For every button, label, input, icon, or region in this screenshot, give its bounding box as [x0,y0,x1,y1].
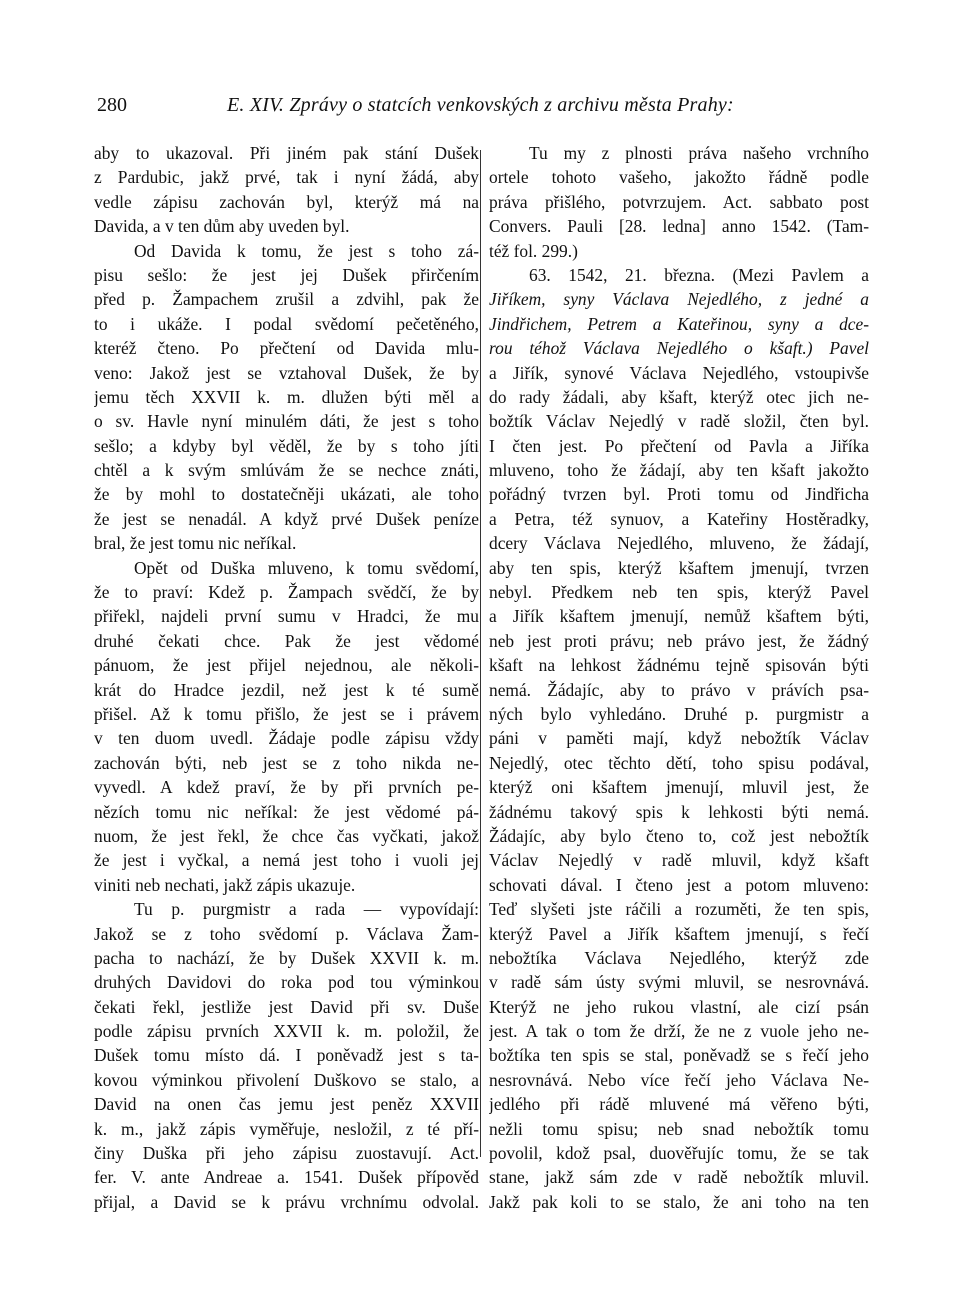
text-line: kterýž oni kšaftem jmenují, mluvil jest, že [489,777,869,798]
text-line: povolil, kdož psal, duověřujíc tomu, že se tak [489,1143,869,1164]
text-line: pořádný tvrzen byl. Proti tomu od Jindřicha [489,484,869,505]
text-line: zachován býti, neb jest se z toho nikda ne- [94,752,479,773]
text-line: bral, že jest tomu nic neříkal. [94,533,297,554]
text-line: veno: Jakož jest se vztahoval Dušek, že by [94,362,479,383]
running-title: E. XIV. Zprávy o statcích venkovských z archivu města Prahy: [227,94,734,116]
text-line: Jakož se z toho svědomí p. Václava Žam- [94,923,479,944]
page-number: 280 [97,94,127,116]
text-line: 63. 1542, 21. března. (Mezi Pavlem a [529,264,869,285]
text-line: vedle zápisu zachován byl, kterýž má na [94,191,479,212]
page-header [97,94,867,124]
text-line: Nejedlý, otec těchto dětí, toho spisu podával, [489,752,869,773]
text-line: Teď slyšeti jste ráčili a rozuměti, že ten spis, [489,899,869,920]
text-line: Opět od Duška mluveno, k tomu svědomí, [134,557,479,578]
text-line: Convers. Pauli [28. ledna] anno 1542. (Tam- [489,216,869,237]
text-line: v radě sám ústy svými mluvil, se nesrovnává. [489,972,869,993]
text-line: druhých Davidovi do roka pod tou výminkou [94,972,479,993]
text-line: kteréž čteno. Po přečtení od Davida mlu- [94,338,479,359]
text-line: vyvedl. A kdež praví, že by při prvních pe- [94,777,479,798]
text-line: Davida, a v ten dům aby uveden byl. [94,216,350,237]
text-line: stane, jakž sám zde v radě nebožtík mluvil. [489,1167,869,1188]
text-line: pánuom, že jest přijel nejednou, ale několi- [94,655,479,676]
text-line: že to praví: Kdež p. Žampach svědčí, že by [94,582,479,603]
text-line: že jest i vyčkal, a nemá jest toho i vuoli jej [94,850,479,871]
text-line: Žádajíc, aby bylo čteno to, což jest nebožtík [489,825,869,846]
text-line: druhé čekati chce. Pak že jest vědomé [94,630,479,651]
text-line: kovou výminkou přivolení Duškovo se stalo, a [94,1069,479,1090]
text-line: nězích tomu nic neříkal: že jest vědomé pá- [94,801,479,822]
text-line: přiřekl, najdeli první sumu v Hradci, že mu [94,606,479,627]
text-line: ortele tohoto vašeho, jakožto řádně podle [489,167,869,188]
text-line: rou téhož Václava Nejedlého o kšaft.) Pavel [489,338,869,359]
text-line: a Petra, též synuov, a Kateřiny Hostěradky, [489,508,869,529]
text-line: nemá. Žádajíc, aby to právo v právích psa- [489,679,869,700]
text-line: kšaft na lehkost žádnému tejně spisován býti [489,655,869,676]
text-line: z Pardubic, jakž prvé, tak i nyní žádá, aby [94,167,479,188]
text-line: Jakž pak koli to se stalo, že ani toho na ten [489,1191,869,1212]
text-line: ných bylo vyhledáno. Druhé p. purgmistr a [489,703,869,724]
text-line: kterýž Pavel a Jiřík kšaftem jmenují, s řečí [489,923,869,944]
text-line: to i ukáže. I podal svědomí pečetěného, [94,313,479,334]
text-line: nežli tomu spisu; neb snad nebožtík tomu [489,1118,869,1139]
text-line: fer. V. ante Andreae a. 1541. Dušek přípověd [94,1167,479,1188]
text-line: dcery Václava Nejedlého, mluveno, že žádají, [489,533,869,554]
text-line: že jest se nenadál. A když prvé Dušek peníze [94,508,479,529]
text-line: a Jiřík, synové Václava Nejedlého, vstoupivše [489,362,869,383]
text-line: a Jiřík kšaftem jmenují, nemůž kšaftem býti, [489,606,869,627]
right-column [489,141,869,1214]
text-line: nesrovnává. Nebo více řečí jeho Václava Ne- [489,1069,869,1090]
text-line: podle zápisu prvních XXVII k. m. položil, že [94,1021,479,1042]
text-line: mluveno, toho že žádají, aby ten kšaft jakožto [489,460,869,481]
text-line: Tu p. purgmistr a rada — vypovídají: [134,899,479,920]
text-line: do rady žádali, aby kšaft, kterýž otec jich ne- [489,386,869,407]
text-line: Václav Nejedlý v radě mluvil, když kšaft [489,850,869,871]
text-line: božtík Václav Nejedlý v radě složil, čten byl. [489,411,869,432]
text-line: též fol. 299.) [489,240,578,261]
text-line: čekati řekl, jestliže jest David při sv. Duše [94,996,479,1017]
text-line: I čten jest. Po přečtení od Pavla a Jiříka [489,435,869,456]
text-line: Jindřichem, Petrem a Kateřinou, syny a dce- [489,313,869,334]
text-line: přijal, a David se k právu vrchnímu odvolal. [94,1191,479,1212]
text-line: božtíka ten spis se stal, poněvadž se s řečí jeho [489,1045,869,1066]
text-line: Dušek tomu místo dá. I poněvadž jest s ta- [94,1045,479,1066]
text-line: sešlo; a kdyby byl věděl, že by s toho jíti [94,435,479,456]
text-line: David na onen čas jemu jest peněz XXVII [94,1094,479,1115]
text-line: před p. Žampachem zrušil a zdvihl, pak že [94,289,479,310]
text-line: přišel. Až k tomu přišlo, že jest se i právem [94,703,479,724]
text-line: nebyl. Předkem neb ten spis, kterýž Pavel [489,582,869,603]
text-line: jemu těch XXVII k. m. dlužen býti měl a [94,386,479,407]
text-line: viniti neb nechati, jakž zápis ukazuje. [94,874,356,895]
text-line: k. m., jakž zápis vyměřuje, nesložil, z té pří- [94,1118,479,1139]
text-line: činy Duška při jeho zápisu zuostavují. Act. [94,1143,479,1164]
text-line: neb jest proti právu; neb právo jest, že žádný [489,630,869,651]
text-line: nuom, že jest řekl, že chce čas vyčkati, jakož [94,825,479,846]
text-line: aby ten spis, kterýž kšaftem jmenují, tvrzen [489,557,869,578]
text-line: páni v paměti mají, když nebožtík Václav [489,728,869,749]
text-line: že by mohl to dostatečněji ukázati, ale toho [94,484,479,505]
text-line: žádnému takový spis k lehkosti býti nemá. [489,801,869,822]
text-line: pisu sešlo: že jest jej Dušek přirčením [94,264,479,285]
text-line: Od Davida k tomu, že jest s toho zá- [134,240,479,261]
text-line: Jiříkem, syny Václava Nejedlého, z jedné a [489,289,869,310]
text-line: aby to ukazoval. Při jiném pak stání Dušek [94,143,479,163]
text-line: schovati dával. I čteno jest a potom mluveno: [489,874,869,895]
text-line: o sv. Havle nyní minulém dáti, že jest s toho [94,411,479,432]
text-line: práva přišlého, potvrzujem. Act. sabbato post [489,191,869,212]
left-column [94,141,479,1214]
text-line: krát do Hradce jezdil, než jest k té sumě [94,679,479,700]
text-line: pacha to nachází, že by Dušek XXVII k. m. [94,947,479,968]
text-line: v ten duom uvedl. Žádaje podle zápisu vždy [94,728,479,749]
text-line: jest. A tak o tom že drží, že ne z vuole jeho ne- [489,1021,869,1042]
text-line: Kterýž ne jeho rukou vlastní, ale cizí psán [489,996,869,1017]
column-divider [480,150,481,1157]
text-line: Tu my z plnosti práva našeho vrchního [529,143,869,163]
text-line: chtěl a k svým smlúvám že se nechce znáti, [94,460,479,481]
text-line: nebožtíka Václava Nejedlého, kterýž zde [489,947,869,968]
text-line: jedlého při rádě mluvené má věřeno býti, [489,1094,869,1115]
